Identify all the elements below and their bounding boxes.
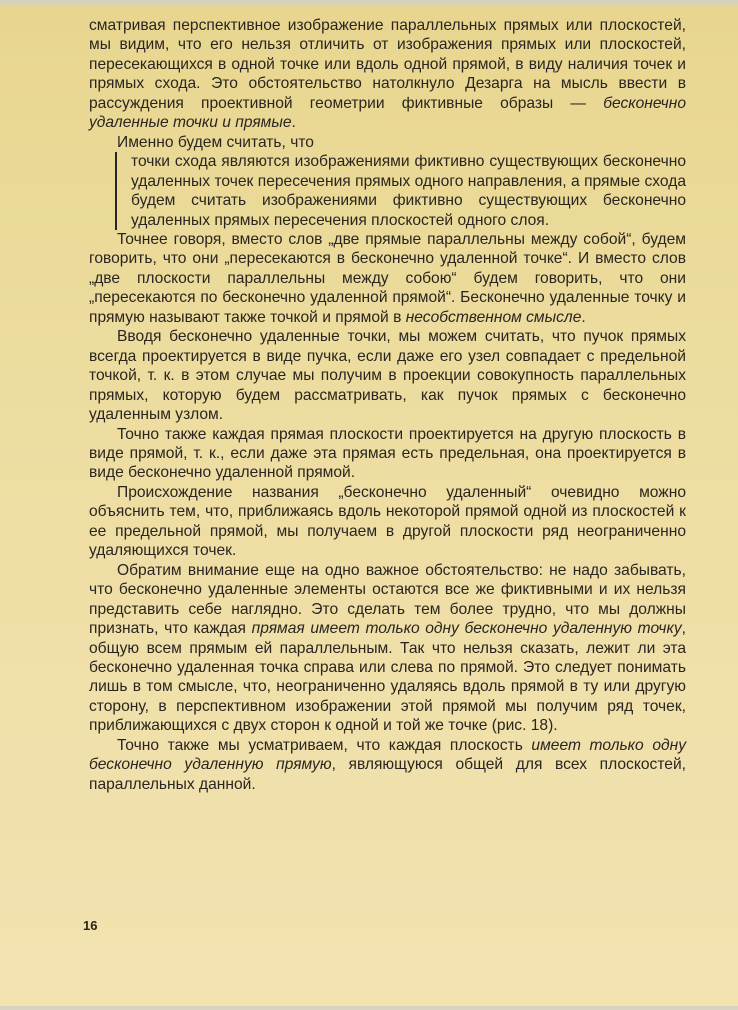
- paragraph-text: сматривая перспективное изображение параллельных прямых или плоскостей, мы видим, что его нельзя отличить от изображения прямых или плоскостей, пересекающихся в одной точке или вдоль одной прямой, в виду наличия точек и прямых схода. Это обстоятельство натолкнуло Дезарга на мысль ввести в рассуждения проективной геометрии фиктивные образы —: [89, 17, 686, 112]
- paragraph-1: [89, 16, 686, 133]
- italic-term: бесконечно удаленные точки и прямые: [89, 94, 686, 132]
- paragraph-text: .: [291, 114, 296, 132]
- definition-text: точки схода являются изображениями фиктивно существующих бесконечно удаленных точек пересечения прямых одного направления, а прямые схода будем считать изображениями фиктивно существующих бесконечно удаленных прямых пересечения плоскостей одного слоя.: [131, 153, 686, 229]
- paragraph-text: Точно также мы усматриваем, что каждая плоскость: [117, 736, 532, 754]
- italic-term: имеет только одну бесконечно удаленную прямую: [89, 736, 686, 774]
- page-number: 16: [83, 918, 98, 933]
- paragraph-6: Происхождение названия „бесконечно удаленный“ очевидно можно объяснить тем, что, приближаясь вдоль некоторой прямой одной из плоскостей к ее предельной прямой, мы получаем в другой плоскости ряд неограниченно удаляющихся точек.: [89, 483, 686, 560]
- page-body: [89, 16, 686, 794]
- paragraph-8: [89, 736, 686, 794]
- paragraph-text: Точнее говоря, вместо слов „две прямые параллельны между собой“, будем говорить, что они „пересекаются в бесконечно удаленной точке“. И вместо слов „две плоскости параллельны между собою“ будем говорить, что они „пересекаются по бесконечно удаленной прямой“. Бесконечно удаленные точку и прямую называют также точкой и прямой в: [89, 230, 686, 326]
- italic-term: прямая имеет только одну бесконечно удаленную точку: [251, 620, 682, 638]
- paragraph-5: Точно также каждая прямая плоскости проектируется на другую плоскость в виде прямой, т. к., если даже эта прямая есть предельная, она проектируется в виде бесконечно удаленной прямой.: [89, 425, 686, 482]
- page-top-edge: [0, 0, 738, 5]
- paragraph-4: Вводя бесконечно удаленные точки, мы можем считать, что пучок прямых всегда проектируется в виде пучка, если даже его узел совпадает с предельной точкой, т. к. в этом случае мы получим в проекции совокупность параллельных прямых, которую будем рассматривать, как пучок прямых с бесконечно удаленным узлом.: [89, 328, 686, 424]
- page-bottom-edge: [0, 1006, 738, 1010]
- italic-term: несобственном смысле: [405, 308, 582, 326]
- paragraph-text: Обратим внимание еще на одно важное обстоятельство: не надо забывать, что бесконечно удаленные элементы остаются все же фиктивными и их нельзя представить себе наглядно. Это сделать тем более трудно, что мы должны признать, что каждая: [89, 561, 686, 638]
- definition-block: [115, 152, 686, 230]
- paragraph-2: Именно будем считать, что: [117, 133, 314, 151]
- paragraph-3: [89, 230, 686, 327]
- paragraph-text: , общую всем прямым ей параллельным. Так что нельзя сказать, лежит ли эта бесконечно удаленная точка справа или слева по прямой. Это следует понимать лишь в том смысле, что, неограниченно удаляясь вдоль прямой в ту или другую сторону, в перспективном изображении этой прямой мы получим ряд точек, приближающихся с двух сторон к одной и той же точке (рис. 18).: [89, 620, 686, 735]
- paragraph-text: , являющуюся общей для всех плоскостей, параллельных данной.: [89, 756, 686, 793]
- paragraph-7: [89, 561, 686, 736]
- paragraph-text: .: [581, 308, 586, 326]
